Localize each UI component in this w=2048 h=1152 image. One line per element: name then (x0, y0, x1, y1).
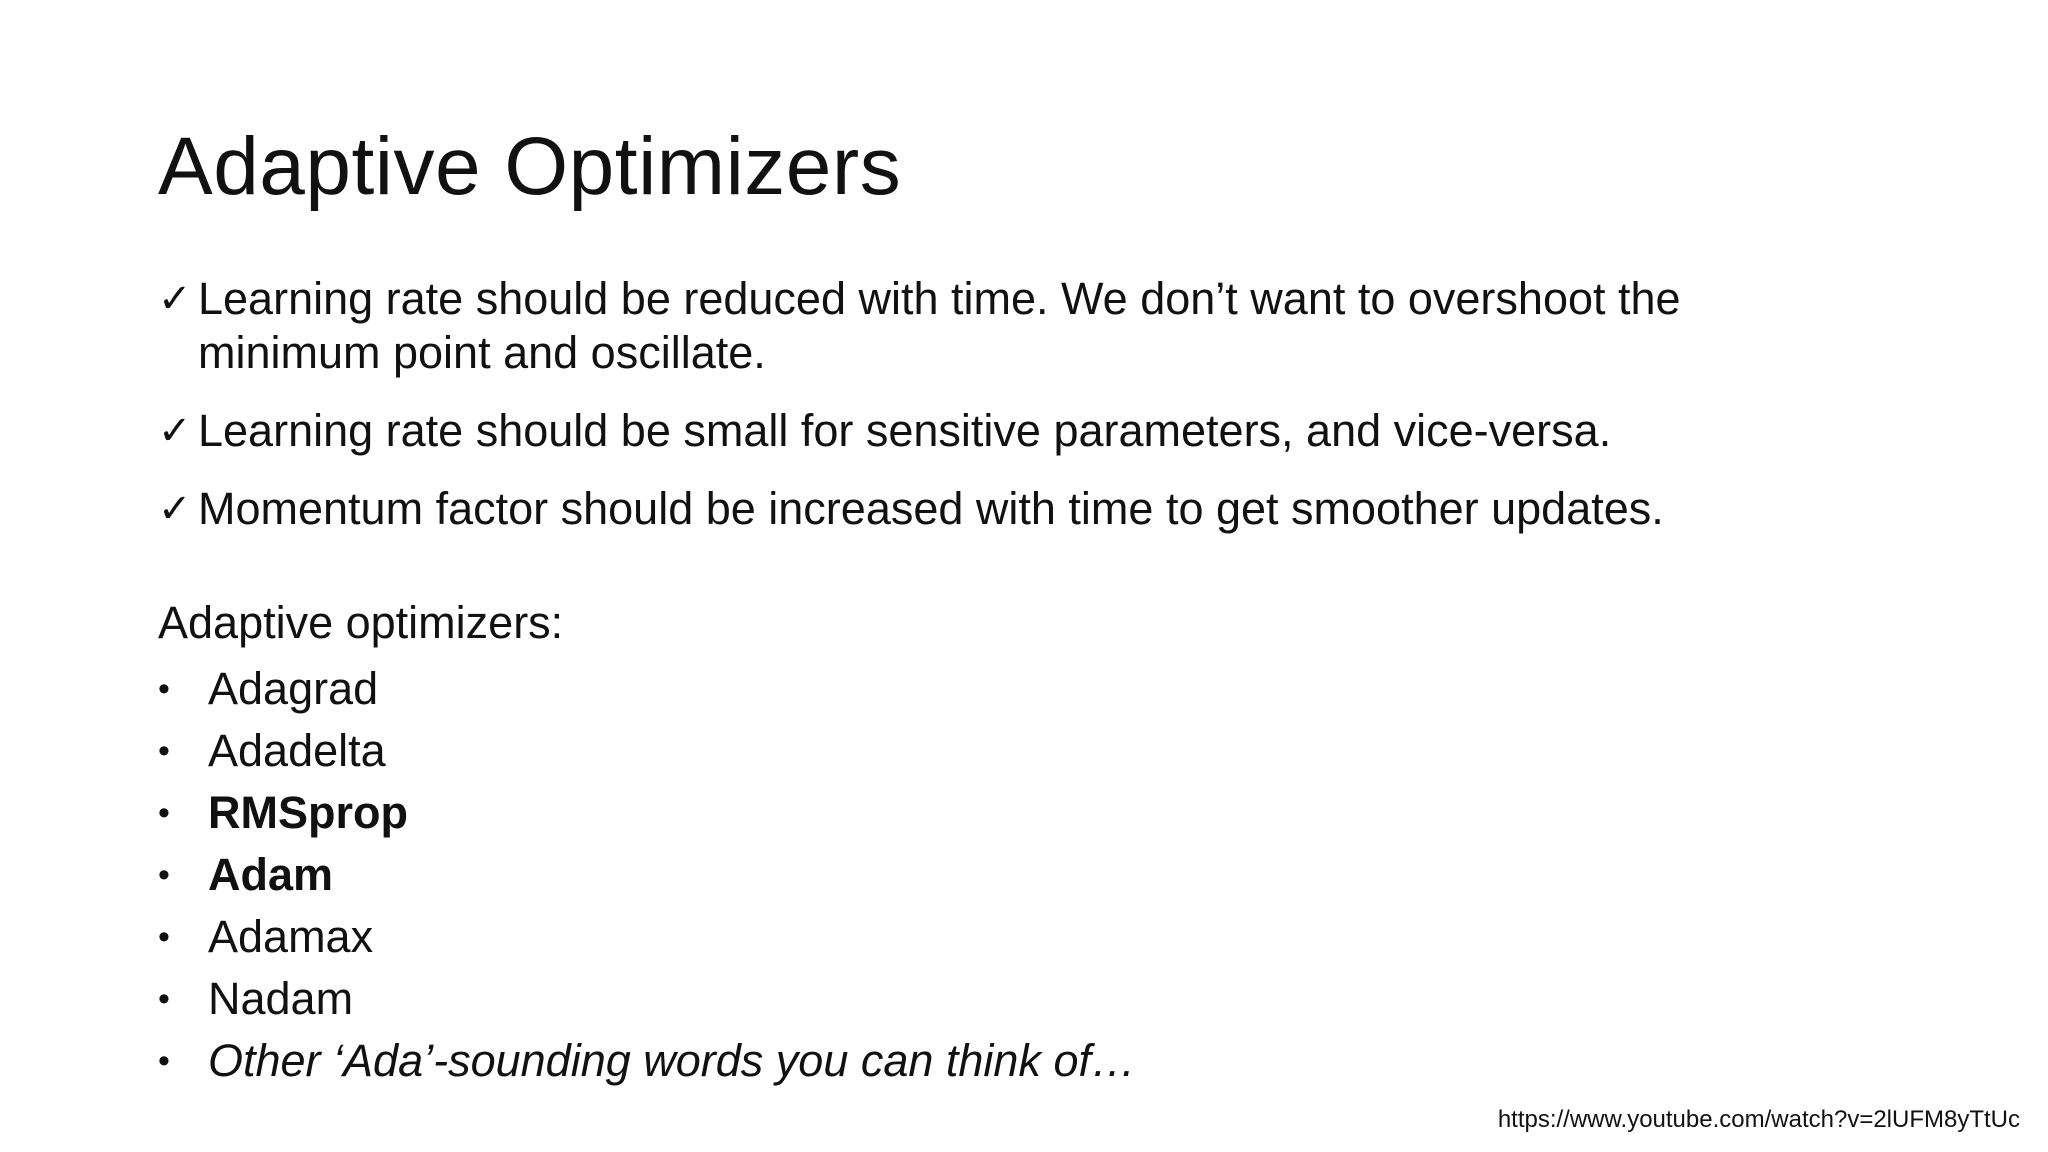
optimizer-label: Nadam (208, 973, 354, 1024)
list-item (158, 968, 1136, 1030)
check-item-text: Learning rate should be small for sensitive parameters, and vice-versa. (198, 405, 1612, 456)
list-item (158, 720, 1136, 782)
check-item-text: Momentum factor should be increased with time to get smoother updates. (198, 483, 1664, 534)
bullet-icon: • (158, 669, 170, 708)
source-link[interactable]: https://www.youtube.com/watch?v=2lUFM8yTtUc (1497, 1106, 2020, 1133)
bullet-icon: • (158, 855, 170, 894)
bullet-icon: • (158, 917, 170, 956)
check-list (158, 272, 1858, 560)
optimizer-label: Adam (208, 849, 334, 900)
check-item (158, 482, 1858, 536)
slide-title: Adaptive Optimizers (158, 121, 902, 212)
optimizer-label: RMSprop (208, 787, 408, 838)
list-item (158, 782, 1136, 844)
list-item (158, 1030, 1136, 1092)
bullet-icon: • (158, 1041, 170, 1080)
checkmark-icon: ✓ (158, 408, 192, 454)
optimizer-label: Other ‘Ada’-sounding words you can think of… (208, 1035, 1136, 1086)
bullet-icon: • (158, 979, 170, 1018)
checkmark-icon: ✓ (158, 486, 192, 532)
list-item (158, 844, 1136, 906)
list-item (158, 658, 1136, 720)
optimizer-label: Adagrad (208, 663, 379, 714)
optimizer-label: Adamax (208, 911, 374, 962)
check-item (158, 272, 1858, 380)
optimizer-label: Adadelta (208, 725, 386, 776)
bullet-icon: • (158, 731, 170, 770)
checkmark-icon: ✓ (158, 276, 192, 322)
bullet-icon: • (158, 793, 170, 832)
check-item (158, 404, 1858, 458)
check-item-text: Learning rate should be reduced with time. We don’t want to overshoot the minimum point and oscillate. (198, 273, 1681, 378)
optimizer-list (158, 658, 1136, 1092)
optimizers-heading: Adaptive optimizers: (158, 597, 564, 648)
list-item (158, 906, 1136, 968)
